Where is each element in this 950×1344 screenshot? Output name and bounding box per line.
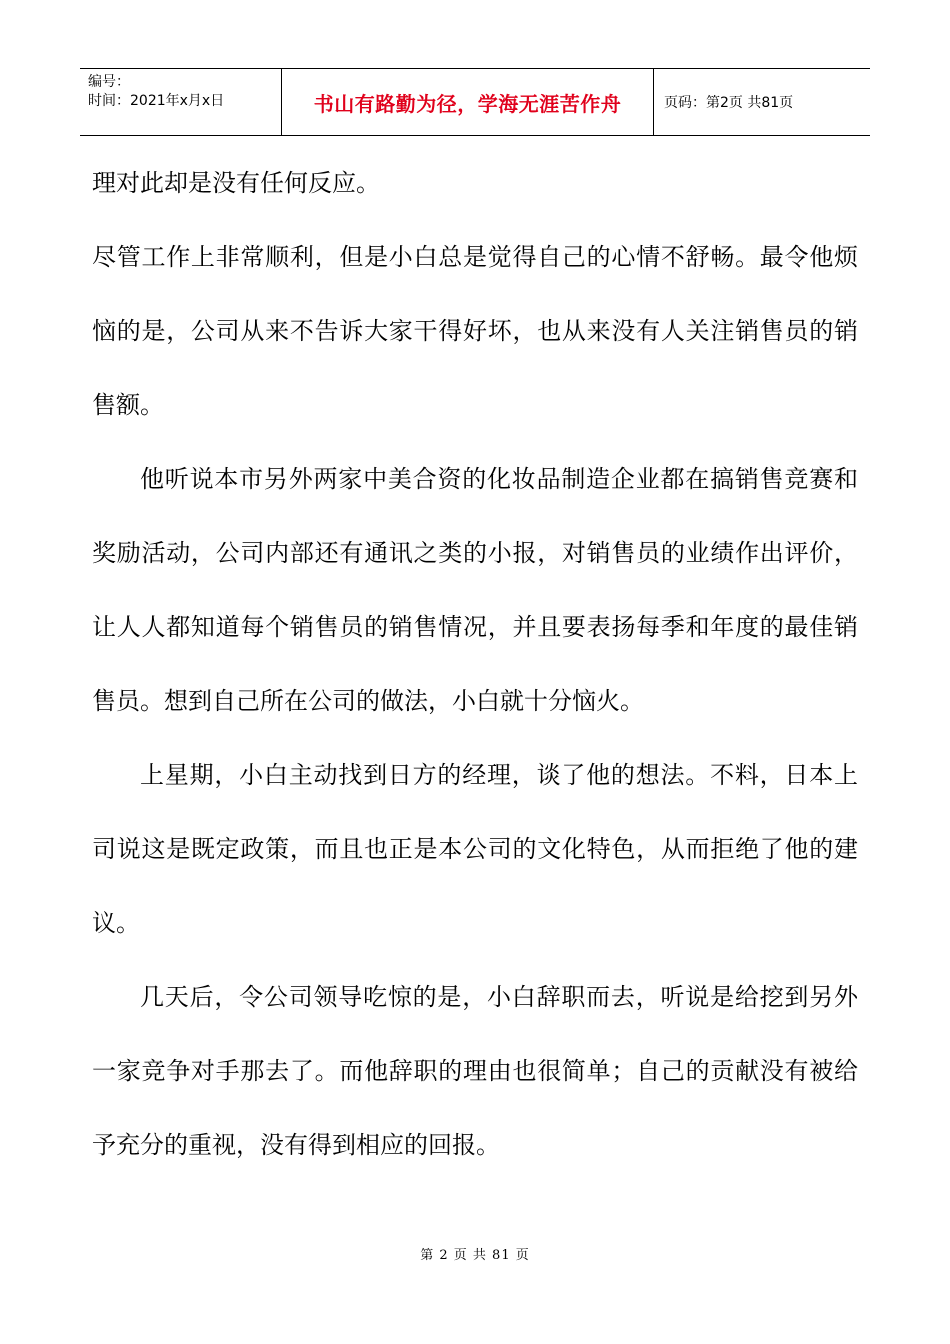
paragraph-4: 上星期，小白主动找到日方的经理，谈了他的想法。不料，日本上司说这是既定政策，而且也正是本公司的文化特色，从而拒绝了他的建议。: [92, 761, 858, 937]
header-motto: 书山有路勤为径，学海无涯苦作舟: [282, 69, 654, 135]
page-header: [80, 68, 870, 136]
paragraph-1: 理对此却是没有任何反应。: [92, 169, 380, 197]
paragraph-5: 几天后，令公司领导吃惊的是，小白辞职而去，听说是给挖到另外一家竞争对手那去了。而他辞职的理由也很简单；自己的贡献没有被给予充分的重视，没有得到相应的回报。: [92, 983, 858, 1159]
paragraph-2: 尽管工作上非常顺利，但是小白总是觉得自己的心情不舒畅。最令他烦恼的是，公司从来不告诉大家干得好坏，也从来没有人关注销售员的销售额。: [92, 243, 858, 419]
header-meta: [80, 69, 282, 135]
time-label: 时间：2021年x月x日: [88, 93, 225, 109]
header-page-label: 页码：第2页 共81页: [664, 95, 794, 111]
page-footer: 第 2 页 共 81 页: [420, 1248, 530, 1263]
document-body: [92, 146, 858, 1182]
serial-label: 编号：: [88, 74, 130, 90]
paragraph-3: 他听说本市另外两家中美合资的化妆品制造企业都在搞销售竞赛和奖励活动，公司内部还有通讯之类的小报，对销售员的业绩作出评价，让人人都知道每个销售员的销售情况，并且要表扬每季和年度的最佳销售员。想到自己所在公司的做法，小白就十分恼火。: [92, 465, 858, 715]
